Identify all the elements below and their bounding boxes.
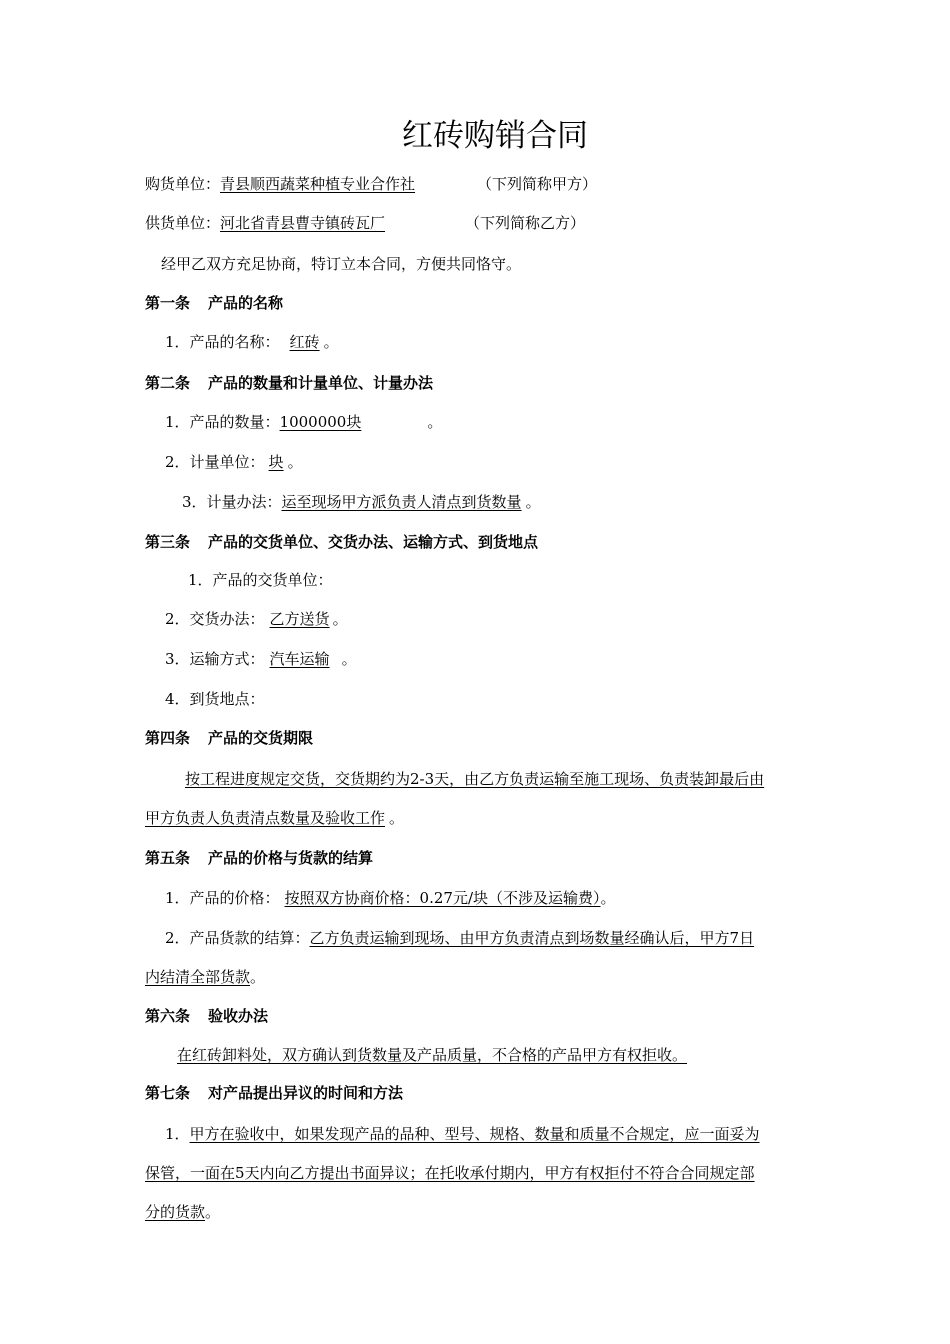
supplier-value: 河北省青县曹寺镇砖瓦厂 bbox=[220, 214, 386, 232]
measure-method-value: 运至现场甲方派负责人清点到货数量 bbox=[281, 493, 522, 511]
article-5-item-2-cont: 内结清全部货款。 bbox=[145, 968, 266, 986]
article-1-item-1: 1．产品的名称： 红砖 。 bbox=[165, 333, 339, 351]
article-2-item-3: 3．计量办法：运至现场甲方派负责人清点到货数量 。 bbox=[182, 493, 541, 511]
article-2-item-1: 1．产品的数量：1000000块 。 bbox=[165, 413, 443, 431]
article-7-item-1-line-1: 1．甲方在验收中，如果发现产品的品种、型号、规格、数量和质量不合规定，应一面妥为 bbox=[165, 1125, 760, 1143]
article-3-item-4: 4．到货地点： bbox=[165, 690, 265, 708]
article-7-item-1-line-3: 分的货款。 bbox=[145, 1203, 221, 1221]
article-3-item-1: 1．产品的交货单位： bbox=[188, 571, 333, 589]
article-3-item-3: 3．运输方式： 汽车运输 。 bbox=[165, 650, 357, 668]
article-5-heading: 第五条 产品的价格与货款的结算 bbox=[145, 849, 374, 867]
delivery-method-value: 乙方送货 bbox=[269, 610, 330, 628]
article-5-item-2: 2．产品货款的结算：乙方负责运输到现场、由甲方负责清点到场数量经确认后，甲方7日 bbox=[165, 929, 755, 947]
supplier-suffix: （下列简称乙方） bbox=[465, 214, 586, 232]
unit-value: 块 bbox=[268, 453, 284, 471]
price-value: 按照双方协商价格：0.27元/块（不涉及运输费） bbox=[284, 889, 601, 907]
article-7-item-1-line-2: 保管，一面在5天内向乙方提出书面异议；在托收承付期内，甲方有权拒付不符合合同规定部 bbox=[145, 1164, 755, 1182]
settlement-value: 乙方负责运输到现场、由甲方负责清点到场数量经确认后，甲方7日 bbox=[309, 929, 755, 947]
article-2-item-2: 2．计量单位： 块 。 bbox=[165, 453, 303, 471]
article-1-heading: 第一条 产品的名称 bbox=[145, 294, 284, 312]
supplier-label: 供货单位： bbox=[145, 214, 221, 232]
buyer-value: 青县顺西蔬菜种植专业合作社 bbox=[220, 175, 416, 193]
article-7-heading: 第七条 对产品提出异议的时间和方法 bbox=[145, 1084, 404, 1102]
transport-value: 汽车运输 bbox=[269, 650, 330, 668]
article-4-heading: 第四条 产品的交货期限 bbox=[145, 729, 314, 747]
article-5-item-1: 1．产品的价格： 按照双方协商价格：0.27元/块（不涉及运输费）。 bbox=[165, 889, 616, 907]
buyer-suffix: （下列简称甲方） bbox=[477, 175, 598, 193]
article-3-heading: 第三条 产品的交货单位、交货办法、运输方式、到货地点 bbox=[145, 533, 539, 551]
buyer-label: 购货单位： bbox=[145, 175, 221, 193]
document-title: 红砖购销合同 bbox=[402, 118, 588, 154]
article-6-paragraph: 在红砖卸料处，双方确认到货数量及产品质量，不合格的产品甲方有权拒收。 bbox=[177, 1046, 688, 1064]
article-4-paragraph-line-1: 按工程进度规定交货，交货期约为2-3天，由乙方负责运输至施工现场、负责装卸最后由 bbox=[185, 770, 765, 788]
article-6-heading: 第六条 验收办法 bbox=[145, 1007, 269, 1025]
quantity-value: 1000000块 bbox=[279, 413, 362, 431]
article-3-item-2: 2．交货办法： 乙方送货 。 bbox=[165, 610, 348, 628]
product-name-value: 红砖 bbox=[289, 333, 320, 351]
buyer-line bbox=[145, 174, 597, 194]
article-2-heading: 第二条 产品的数量和计量单位、计量办法 bbox=[145, 374, 434, 392]
intro-paragraph: 经甲乙双方充足协商，特订立本合同，方便共同恪守。 bbox=[161, 255, 522, 273]
article-4-paragraph-line-2: 甲方负责人负责清点数量及验收工作 。 bbox=[145, 809, 405, 827]
supplier-line bbox=[145, 213, 585, 233]
